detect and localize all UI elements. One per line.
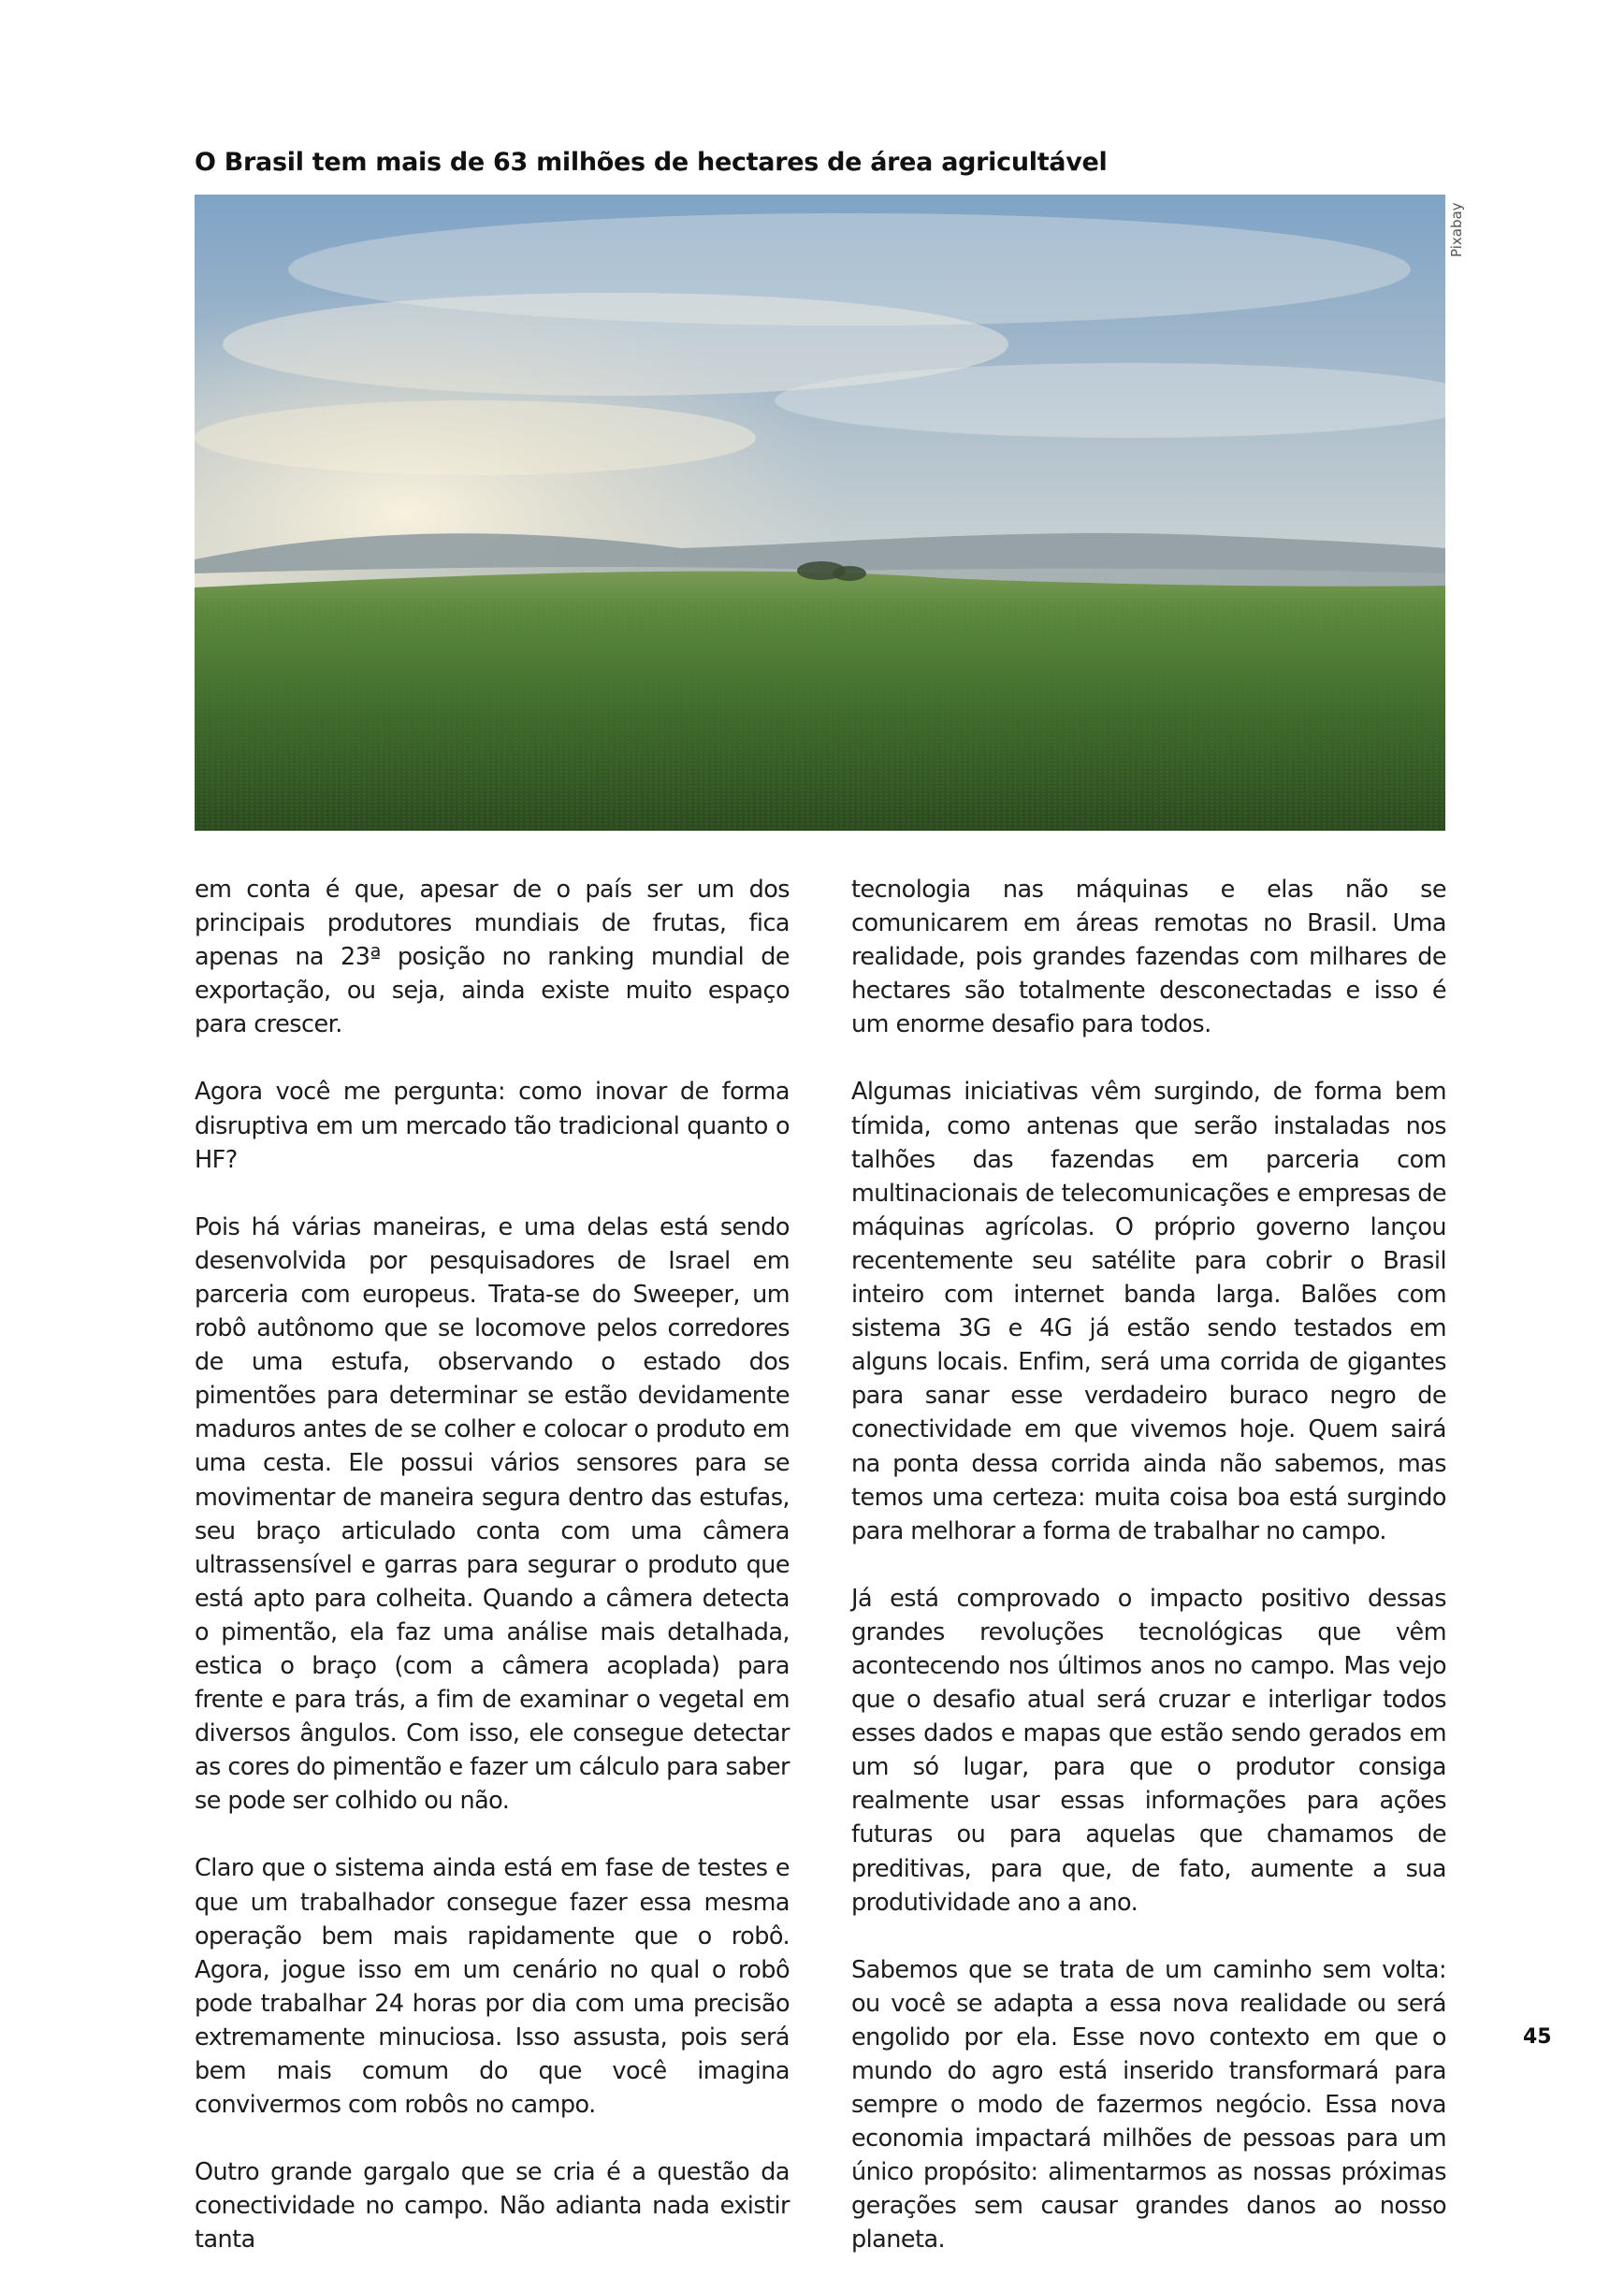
paragraph: Sabemos que se trata de um caminho sem volta: ou você se adapta a essa nova realidade ou será engolido por ela. Esse novo contexto em que o mundo do agro está inserido transformará para sempre o modo de fazermos negócio. Essa nova economia impactará milhões de pessoas para um único propósito: alimentarmos as nossas próximas gerações sem causar grandes danos ao nosso planeta. bbox=[851, 1955, 1446, 2255]
paragraph: Pois há várias maneiras, e uma delas está sendo desenvolvida por pesquisadores de Israel em parceria com europeus. Trata-se do Sweeper, um robô autônomo que se locomove pelos corredores de uma estufa, observando o estado dos pimentões para determinar se estão devidamente maduros antes de se colher e colocar o produto em uma cesta. Ele possui vários sensores para se movimentar de maneira segura dentro das estufas, seu braço articulado conta com uma câmera ultrassensível e garras para segurar o produto que está apto para colheita. Quando a câmera detecta o pimentão, ela faz uma análise mais detalhada, estica o braço (com a câmera acoplada) para frente e para trás, a fim de examinar o vegetal em diversos ângulos. Com isso, ele consegue detectar as cores do pimentão e fazer um cálculo para saber se pode ser colhido ou não. bbox=[195, 1212, 790, 1816]
left-text-column bbox=[195, 873, 790, 2290]
paragraph: Claro que o sistema ainda está em fase de testes e que um trabalhador consegue fazer essa mesma operação bem mais rapidamente que o robô. Agora, jogue isso em um cenário no qual o robô pode trabalhar 24 horas por dia com uma precisão extremamente minuciosa. Isso assusta, pois será bem mais comum do que você imagina convivermos com robôs no campo. bbox=[195, 1854, 790, 2120]
field-landscape-image bbox=[195, 195, 1445, 831]
photo-caption: O Brasil tem mais de 63 milhões de hectares de área agricultável bbox=[195, 148, 1108, 177]
photo-credit: Pixabay bbox=[1448, 202, 1465, 257]
paragraph: em conta é que, apesar de o país ser um dos principais produtores mundiais de frutas, fica apenas na 23ª posição no ranking mundial de exportação, ou seja, ainda existe muito espaço para crescer. bbox=[195, 876, 790, 1039]
landscape-photo bbox=[195, 195, 1445, 831]
paragraph: Agora você me pergunta: como inovar de forma disruptiva em um mercado tão tradicional quanto o HF? bbox=[195, 1078, 790, 1174]
paragraph: Já está comprovado o impacto positivo dessas grandes revoluções tecnológicas que vêm acontecendo nos últimos anos no campo. Mas vejo que o desafio atual será cruzar e interligar todos esses dados e mapas que estão sendo gerados em um só lugar, para que o produtor consiga realmente usar essas informações para ações futuras ou para aquelas que chamamos de preditivas, para que, de fato, aumente a sua produtividade ano a ano. bbox=[851, 1584, 1446, 1917]
page-number: 45 bbox=[1523, 2025, 1552, 2049]
paragraph: Outro grande gargalo que se cria é a questão da conectividade no campo. Não adianta nada existir tanta bbox=[195, 2158, 790, 2255]
paragraph: tecnologia nas máquinas e elas não se comunicarem em áreas remotas no Brasil. Uma realidade, pois grandes fazendas com milhares de hectares são totalmente desconectadas e isso é um enorme desafio para todos. bbox=[851, 876, 1446, 1039]
right-text-column bbox=[851, 873, 1446, 2291]
paragraph: Algumas iniciativas vêm surgindo, de forma bem tímida, como antenas que serão instaladas nos talhões das fazendas em parceria com multinacionais de telecomunicações e empresas de máquinas agrícolas. O próprio governo lançou recentemente seu satélite para cobrir o Brasil inteiro com internet banda larga. Balões com sistema 3G e 4G já estão sendo testados em alguns locais. Enfim, será uma corrida de gigantes para sanar esse verdadeiro buraco negro de conectividade em que vivemos hoje. Quem sairá na ponta dessa corrida ainda não sabemos, mas temos uma certeza: muita coisa boa está surgindo para melhorar a forma de trabalhar no campo. bbox=[851, 1078, 1446, 1545]
